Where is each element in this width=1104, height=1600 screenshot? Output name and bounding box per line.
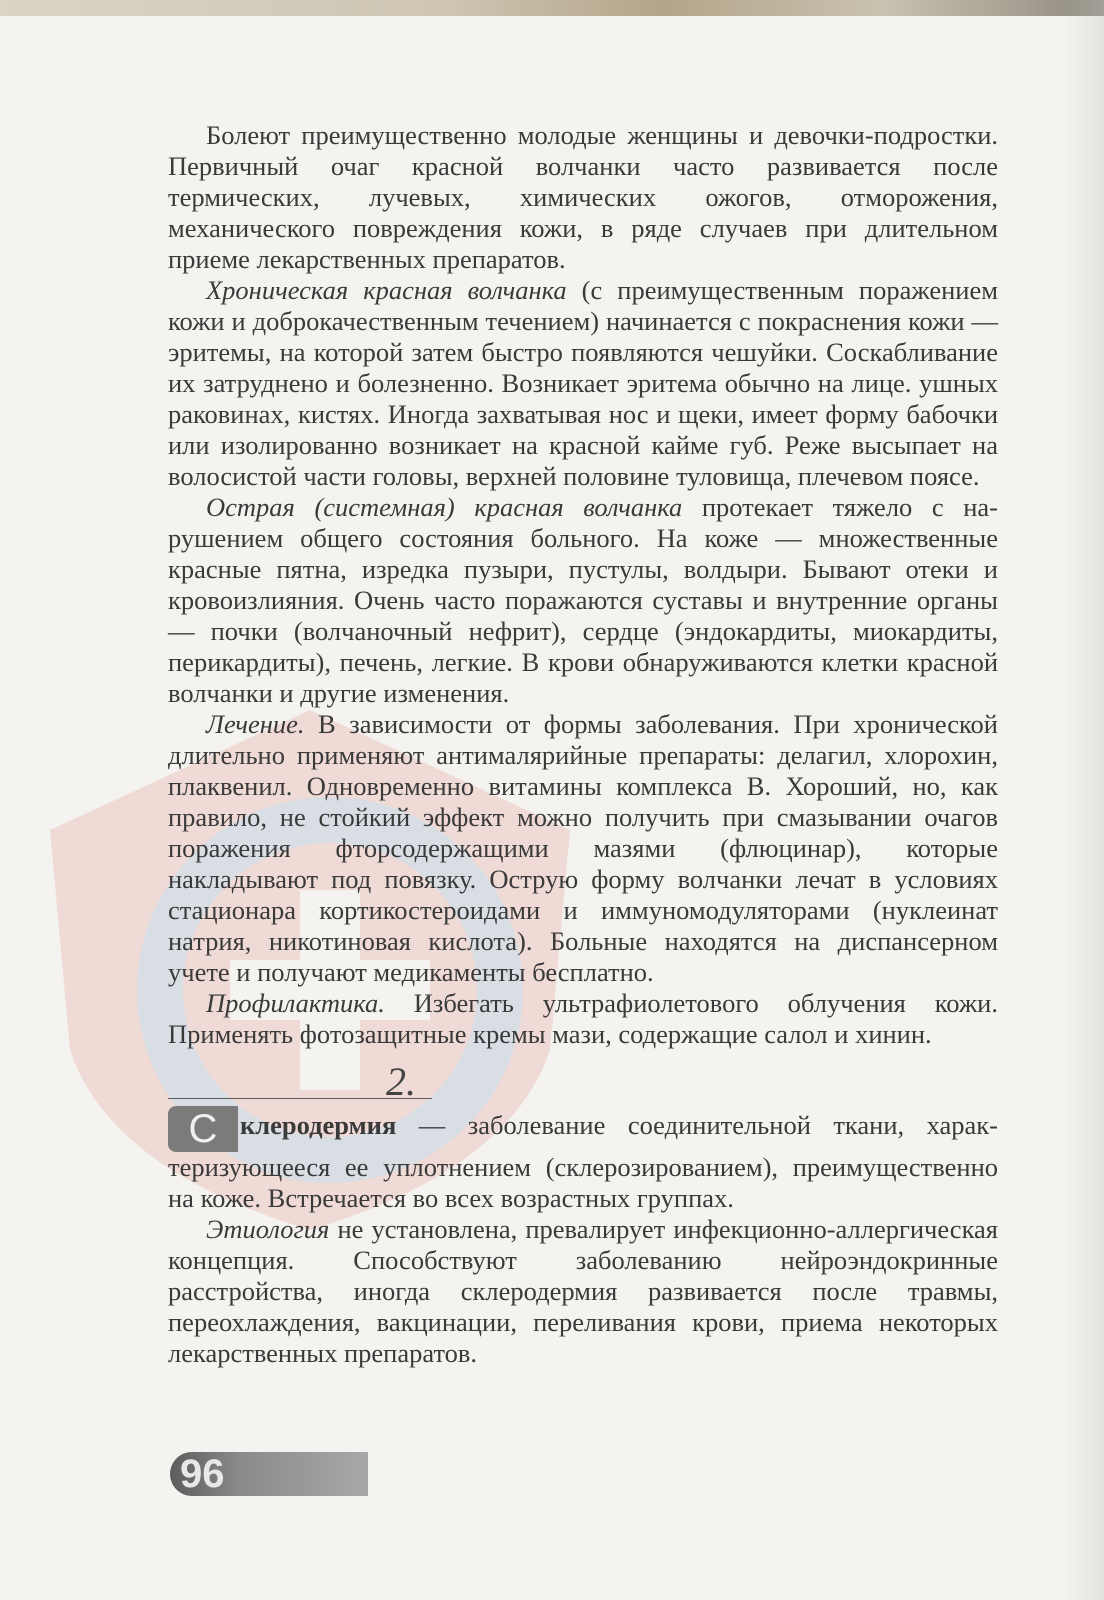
term-etiology: Этиология <box>206 1214 330 1244</box>
term-acute-lupus: Острая (системная) красная волчанка <box>206 492 683 522</box>
paragraph-scleroderma <box>168 1106 998 1214</box>
text-etiology: не установлена, превалирует инфекционно-аллергическая концепция. Способствуют заболеванию нейроэндокринные расстройства, иногда склеродермия развивается после травмы, переохлаждения, вакцинации, переливания крови, приема некоторых лекарственных препаратов. <box>168 1214 998 1368</box>
paragraph-chronic-lupus <box>168 275 998 492</box>
text-scleroderma: — заболевание соединительной ткани, характеризующееся ее уплотнением (склерозированием), преимущественно на коже. Встречается во всех возрастных группах. <box>168 1110 998 1213</box>
paragraph-acute-lupus <box>168 492 998 709</box>
scan-top-edge <box>0 0 1104 16</box>
section-number: 2. <box>386 1059 416 1104</box>
paragraph-treatment <box>168 709 998 988</box>
text-acute-lupus: протекает тяжело с нарушением общего состояния больного. На коже — множественные красные пятна, изредка пузыри, пустулы, волдыри. Бывают отеки и кровоизлияния. Очень часто поражаются суставы и внутренние органы — почки (волчаночный нефрит), сердце (эндокардиты, миокардиты, перикардиты), печень, легкие. В крови обнаруживаются клетки красной волчанки и другие изменения. <box>168 492 998 708</box>
section-marker <box>168 1059 998 1106</box>
text-chronic-lupus: (с преимущественным поражением кожи и доброкачественным течением) начинается с покраснения кожи — эритемы, на которой затем быстро появляются чешуйки. Соскабливание их затруднено и болезненно. Возникает эритема обычно на лице. ушных раковинах, кистях. Иногда захватывая нос и щеки, имеет форму бабочки или изолированно возникает на красной кайме губ. Реже высыпает на волосистой части головы, верхней половине туловища, плечевом поясе. <box>168 275 998 491</box>
paragraph-intro: Болеют преимущественно молодые женщины и девочки-подростки. Первичный очаг красной волчанки часто развивается после термических, лучевых, химических ожогов, отморожения, механического повреждения кожи, в ряде случаев при длительном приеме лекарственных препаратов. <box>168 120 998 274</box>
term-prevention: Профилактика. <box>206 988 385 1018</box>
paragraph-etiology <box>168 1214 998 1369</box>
term-scleroderma: клеродермия <box>240 1110 397 1140</box>
page-text <box>168 120 998 1369</box>
paragraph-prevention <box>168 988 998 1050</box>
page-edge-shadow <box>1064 0 1104 1600</box>
text-prevention: Избегать ультрафиолетового облучения кожи. Применять фотозащитные кремы мази, содержащие салол и хинин. <box>168 988 998 1049</box>
term-treatment: Лечение. <box>206 709 305 739</box>
page-number: 96 <box>170 1452 368 1496</box>
drop-cap: С <box>168 1106 238 1152</box>
term-chronic-lupus: Хроническая красная волчанка <box>206 275 567 305</box>
text-treatment: В зависимости от формы заболевания. При хронической длительно применяют антималярийные препараты: делагил, хлорохин, плаквенил. Одновременно витамины комплекса В. Хороший, но, как правило, не стойкий эффект можно получить при смазывании очагов поражения фторсодержащими мазями (флюцинар), которые накладывают под повязку. Острую форму волчанки лечат в условиях стационара кортикостероидами и иммуномодуляторами (нуклеинат натрия, никотиновая кислота). Больные находятся на диспансерном учете и получают медикаменты бесплатно. <box>168 709 998 987</box>
